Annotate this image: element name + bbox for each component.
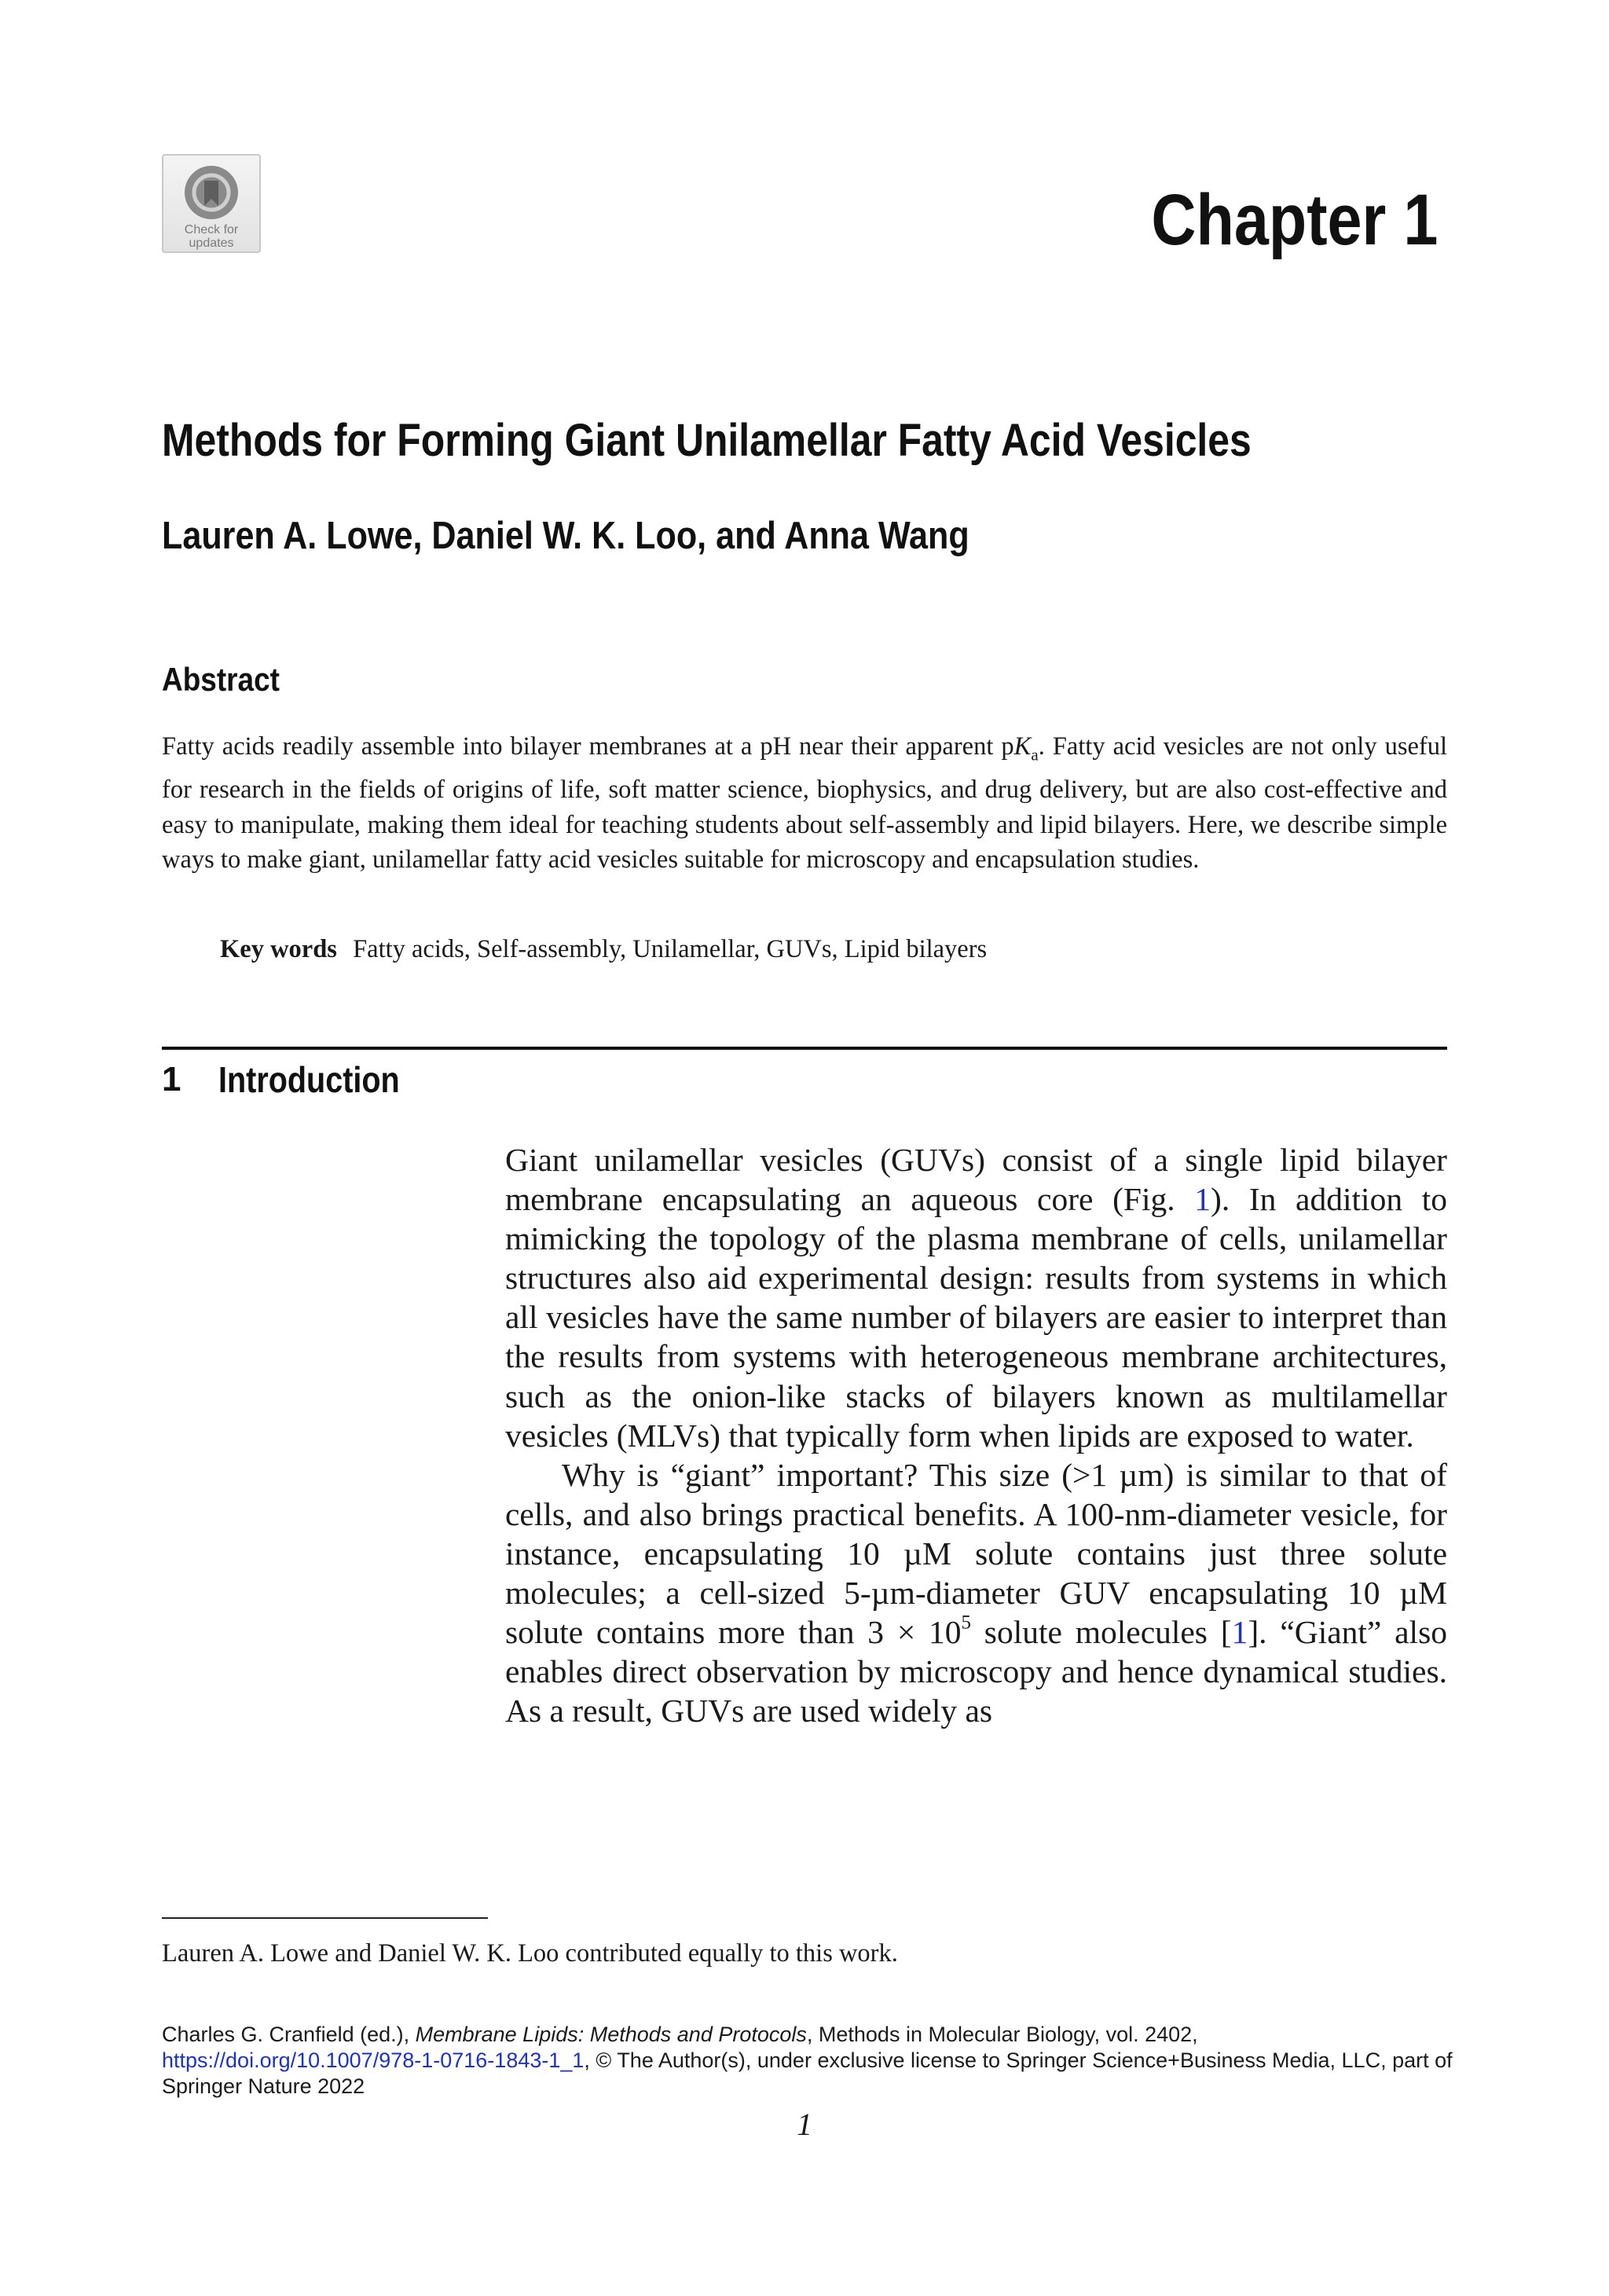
keywords-text: Fatty acids, Self-assembly, Unilamellar, GUVs, Lipid bilayers <box>353 935 988 963</box>
abstract-heading: Abstract <box>162 661 280 698</box>
keywords-line <box>220 932 987 966</box>
check-for-updates-badge[interactable] <box>162 154 261 253</box>
section-title: Introduction <box>218 1059 400 1100</box>
doi-link[interactable]: https://doi.org/10.1007/978-1-0716-1843-1_1 <box>162 2048 585 2072</box>
footnote-rule <box>162 1917 488 1919</box>
section-number: 1 <box>162 1060 181 1098</box>
citation-reference-link[interactable]: 1 <box>1231 1614 1248 1651</box>
author-list: Lauren A. Lowe, Daniel W. K. Loo, and Anna Wang <box>162 515 969 557</box>
book-citation: Charles G. Cranfield (ed.), Membrane Lipids: Methods and Protocols, Methods in Molecular Biology, vol. 2402, https://doi.org/10.1007/978-1-0716-1843-1_1, © The Author(s), under exclusive license to Springer Science+Business Media, LLC, part of Springer Nature 2022 <box>162 2023 1453 2098</box>
page-number: 1 <box>797 2107 812 2142</box>
check-for-updates-bookmark-icon <box>182 163 240 222</box>
paragraph: Why is “giant” important? This size (>1 µm) is similar to that of cells, and also brings practical benefits. A 100-nm-diameter vesicle, for instance, encapsulating 10 µM solute contains just three solute molecules; a cell-sized 5-µm-diameter GUV encapsulating 10 µM solute contains more than $3 \times 10^5$ solute molecules [1]. “Giant” also enables direct observation by microscopy and hence dynamical studies. As a result, GUVs are used widely as <box>505 1456 1447 1729</box>
keywords-label: Key words <box>220 935 337 963</box>
chapter-title: Methods for Forming Giant Unilamellar Fatty Acid Vesicles <box>162 415 1252 466</box>
badge-label-line1: Check for <box>184 223 239 237</box>
abstract-text: Fatty acids readily assemble into bilayer membranes at a pH near their apparent $pK_a$. Fatty acid vesicles are not only useful for research in the fields of origins of life, soft matter science, biophysics, and drug delivery, but are also cost-effective and easy to manipulate, making them ideal for teaching students about self-assembly and lipid bilayers. Here, we describe simple ways to make giant, unilamellar fatty acid vesicles suitable for microscopy and encapsulation studies. <box>162 732 1447 874</box>
figure-reference-link[interactable]: 1 <box>1194 1181 1211 1218</box>
section-rule <box>162 1047 1447 1050</box>
chapter-label: Chapter 1 <box>1151 180 1438 260</box>
body-text <box>505 1140 1447 1730</box>
badge-label-line2: updates <box>189 237 234 250</box>
footnote: Lauren A. Lowe and Daniel W. K. Loo contributed equally to this work. <box>162 1939 898 1968</box>
paragraph: Giant unilamellar vesicles (GUVs) consist of a single lipid bilayer membrane encapsulating an aqueous core (Fig. 1). In addition to mimicking the topology of the plasma membrane of cells, unilamellar structures also aid experimental design: results from systems in which all vesicles have the same number of bilayers are easier to interpret than the results from systems with heterogeneous membrane architectures, such as the onion-like stacks of bilayers known as multilamellar vesicles (MLVs) that typically form when lipids are exposed to water. <box>505 1142 1447 1454</box>
